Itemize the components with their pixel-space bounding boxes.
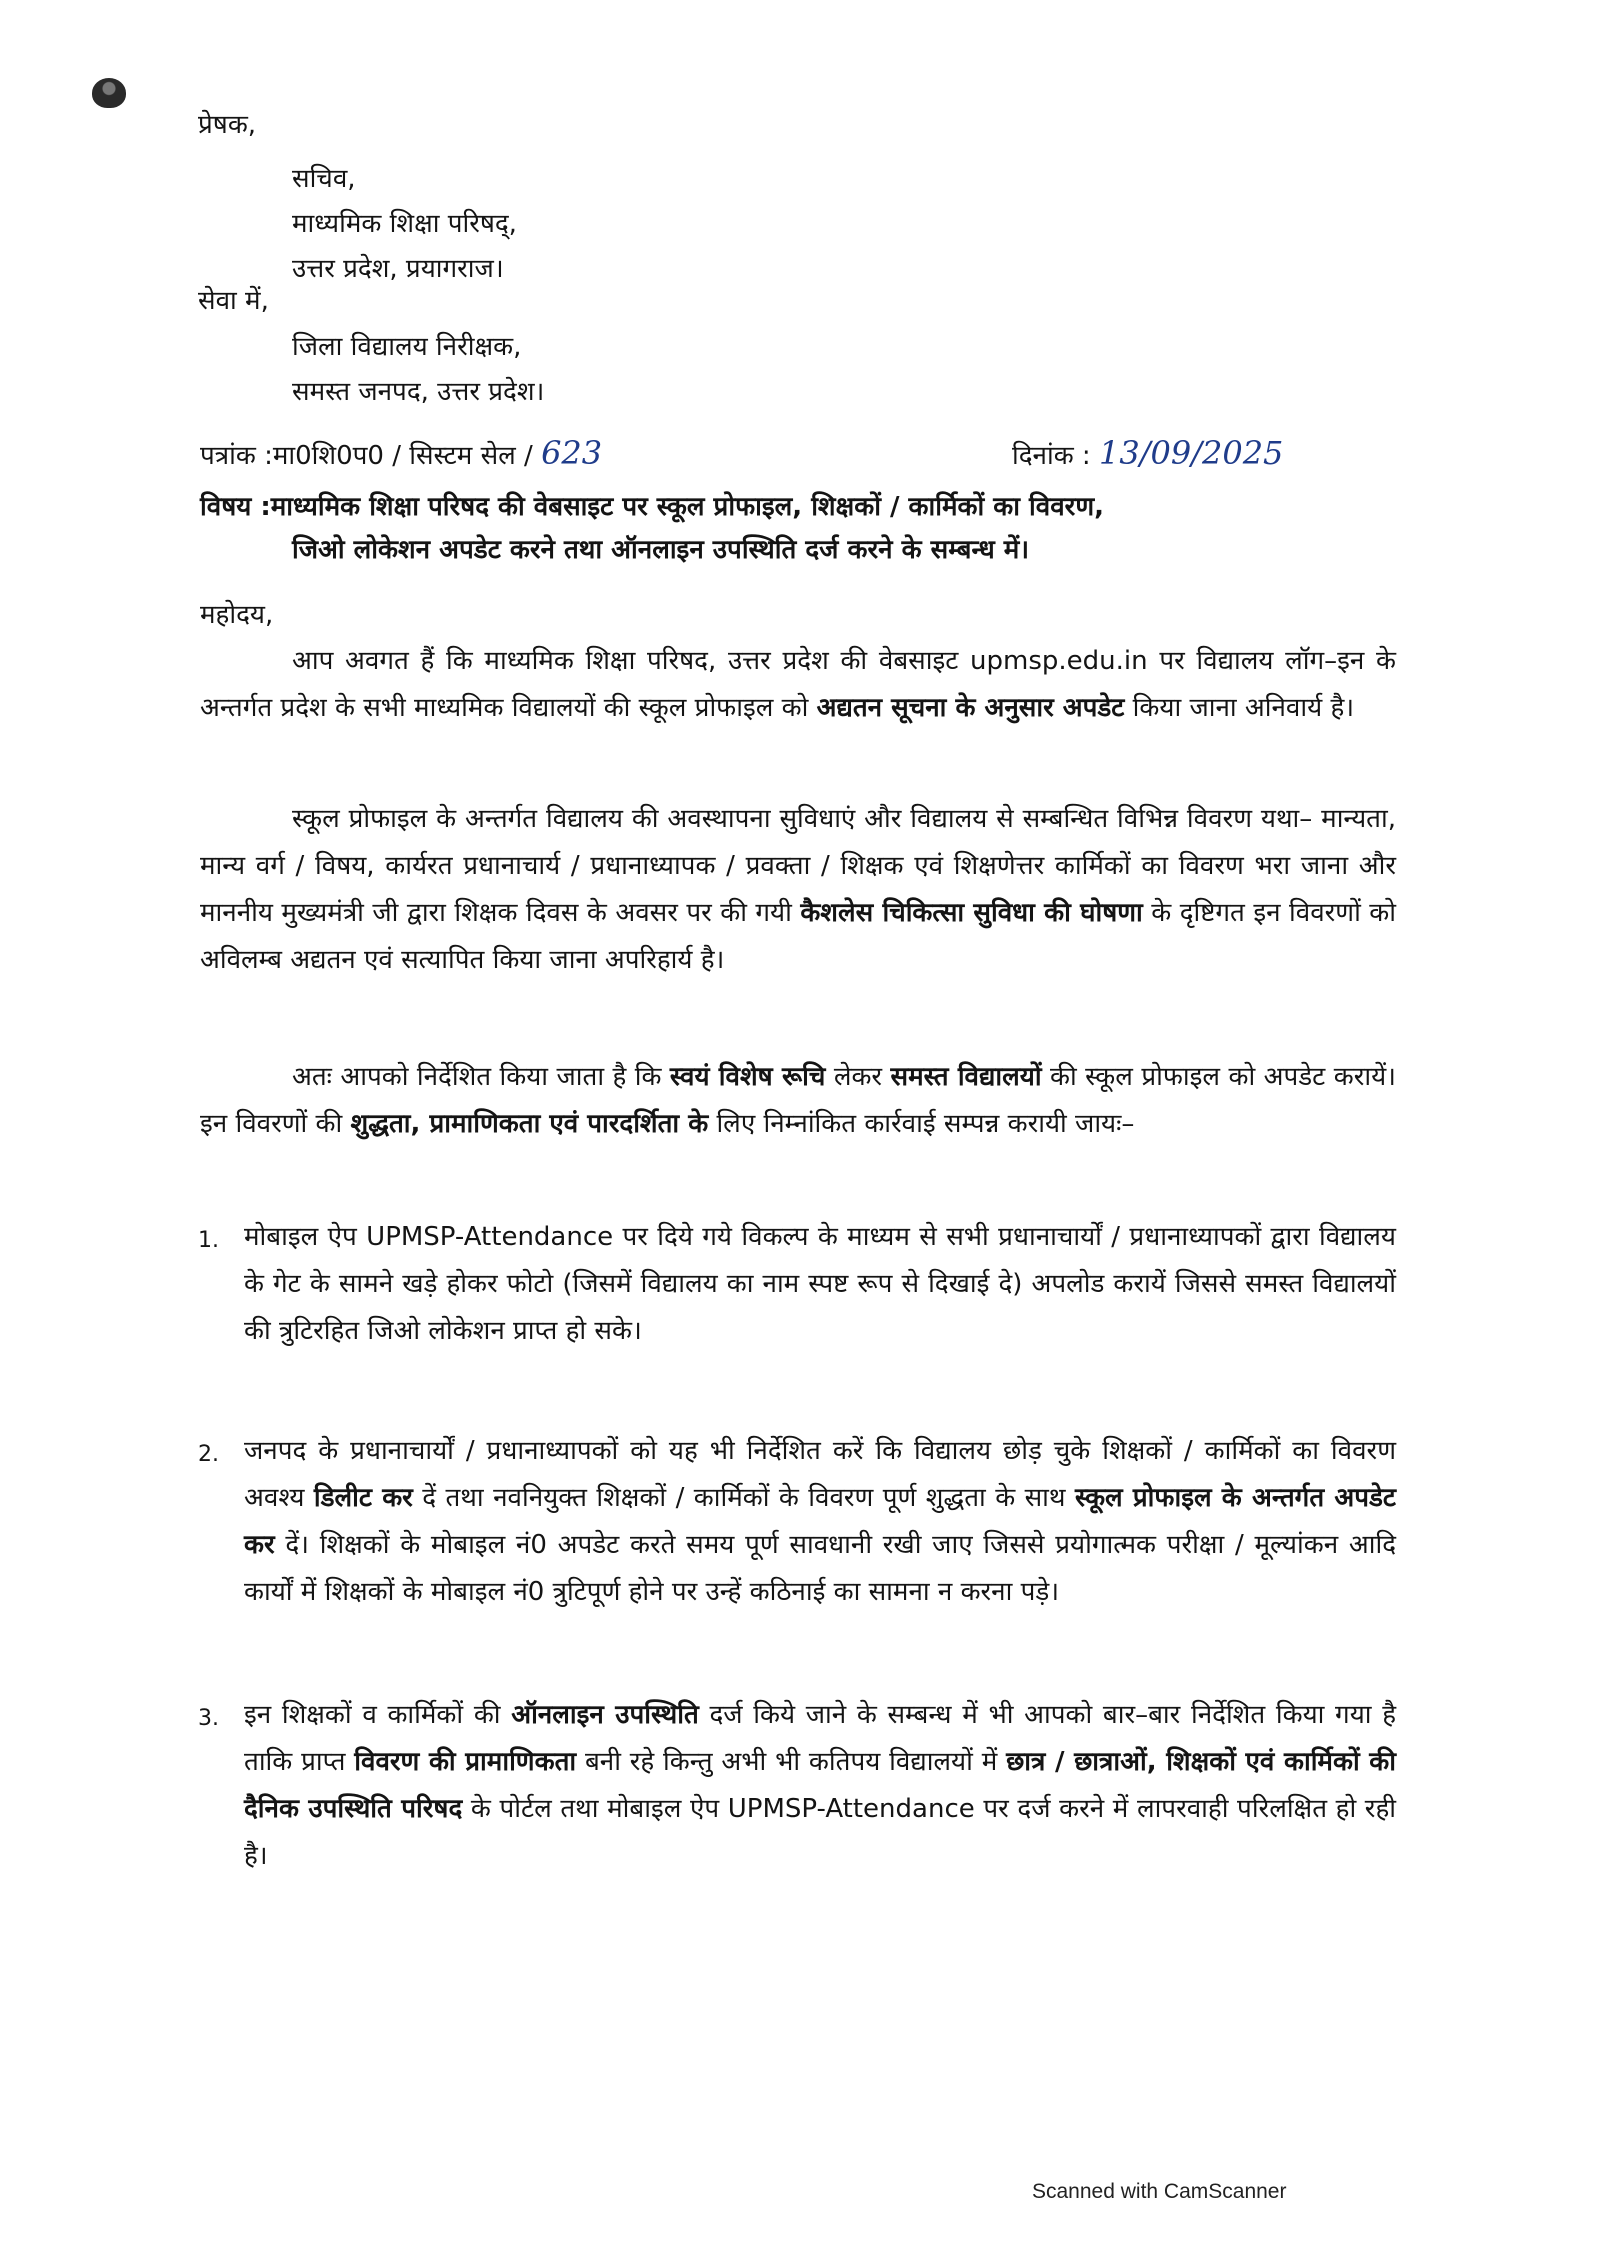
sender-line: उत्तर प्रदेश, प्रयागराज। xyxy=(292,254,504,284)
camscanner-watermark: Scanned with CamScanner xyxy=(1032,2180,1287,2203)
paragraph-text: किया जाना अनिवार्य है। xyxy=(1124,693,1355,723)
paragraph-text: के दृष्टिगत इन विवरणों को अविलम्ब अद्यतन एवं सत्यापित किया जाना अपरिहार्य है। xyxy=(200,898,1396,975)
paragraph-bold-text: शुद्धता, प्रामाणिकता एवं पारदर्शिता के xyxy=(350,1109,709,1139)
list-item-bold-text: स्कूल प्रोफाइल के अन्तर्गत अपडेट कर xyxy=(244,1483,1397,1560)
paragraph-text: स्कूल प्रोफाइल के अन्तर्गत विद्यालय की अवस्थापना सुविधाएं और विद्यालय से सम्बन्धित विभिन्न विवरण यथा– मान्यता, मान्य वर्ग / विषय, कार्यरत प्रधानाचार्य / प्रधानाध्यापक / प्रवक्ता / शिक्षक एवं शिक्षणेत्तर कार्मिकों का विवरण भरा जाना और माननीय मुख्यमंत्री जी द्वारा शिक्षक दिवस के अवसर पर की गयी xyxy=(200,804,1396,928)
sender-line: माध्यमिक शिक्षा परिषद्, xyxy=(292,209,517,239)
paragraph-bold-text: अद्यतन सूचना के अनुसार अपडेट xyxy=(816,693,1125,723)
list-item xyxy=(244,1692,1396,1880)
list-item-bold-text: छात्र / छात्राओं, शिक्षकों एवं कार्मिकों की दैनिक उपस्थिति परिषद xyxy=(244,1747,1396,1824)
paragraph-2 xyxy=(200,796,1396,984)
paragraph-text: लिए निम्नांकित कार्रवाई सम्पन्न करायी जायः– xyxy=(708,1109,1135,1139)
date-label: दिनांक : xyxy=(1012,441,1091,471)
paragraph-text: अतः आपको निर्देशित किया जाता है कि xyxy=(292,1062,670,1092)
paragraph-bold-text: स्वयं विशेष रूचि xyxy=(669,1062,826,1092)
reference-number xyxy=(200,436,602,473)
subject-line-2: जिओ लोकेशन अपडेट करने तथा ऑनलाइन उपस्थिति दर्ज करने के सम्बन्ध में। xyxy=(292,535,1030,565)
subject-line-1 xyxy=(200,490,1104,524)
list-item-text: दें तथा नवनियुक्त शिक्षकों / कार्मिकों के विवरण पूर्ण शुद्धता के साथ xyxy=(412,1483,1075,1513)
subject-text: माध्यमिक शिक्षा परिषद की वेबसाइट पर स्कूल प्रोफाइल, शिक्षकों / कार्मिकों का विवरण, xyxy=(270,492,1104,522)
date-handwritten-value: 13/09/2025 xyxy=(1098,434,1284,472)
recipient-line: जिला विद्यालय निरीक्षक, xyxy=(292,332,522,362)
sender-label: प्रेषक, xyxy=(198,110,257,140)
punch-hole-icon xyxy=(92,78,126,108)
paragraph-1 xyxy=(200,638,1396,732)
recipient-label: सेवा में, xyxy=(198,286,269,316)
list-item xyxy=(244,1428,1396,1616)
list-item-text: के पोर्टल तथा मोबाइल ऐप UPMSP-Attendance पर दर्ज करने में लापरवाही परिलक्षित हो रही है। xyxy=(244,1794,1396,1871)
list-item xyxy=(244,1214,1396,1355)
paragraph-text: लेकर xyxy=(825,1062,891,1092)
list-item-text: बनी रहे किन्तु अभी भी कतिपय विद्यालयों में xyxy=(576,1747,1007,1777)
list-item-text: इन शिक्षकों व कार्मिकों की xyxy=(244,1700,512,1730)
paragraph-3 xyxy=(200,1054,1396,1148)
list-item-text: दर्ज किये जाने के सम्बन्ध में भी आपको बार–बार निर्देशित किया गया है ताकि प्राप्त xyxy=(244,1700,1396,1777)
list-item-number: 1. xyxy=(198,1228,219,1253)
paragraph-bold-text: कैशलेस चिकित्सा सुविधा की घोषणा xyxy=(800,898,1143,928)
patrank-label: पत्रांक :मा0शि0प0 / सिस्टम सेल / xyxy=(200,441,533,471)
list-item-number: 2. xyxy=(198,1442,219,1467)
list-item-text: दें। शिक्षकों के मोबाइल नं0 अपडेट करते समय पूर्ण सावधानी रखी जाए जिससे प्रयोगात्मक परीक्षा / मूल्यांकन आदि कार्यों में शिक्षकों के मोबाइल नं0 त्रुटिपूर्ण होने पर उन्हें कठिनाई का सामना न करना पड़े। xyxy=(244,1530,1396,1607)
paragraph-text: की स्कूल प्रोफाइल को अपडेट करायें। इन विवरणों की xyxy=(200,1062,1396,1139)
recipient-line: समस्त जनपद, उत्तर प्रदेश। xyxy=(292,377,545,407)
sender-line: सचिव, xyxy=(292,164,356,194)
reference-date xyxy=(1012,436,1283,473)
paragraph-text: आप अवगत हैं कि माध्यमिक शिक्षा परिषद, उत्तर प्रदेश की वेबसाइट upmsp.edu.in पर विद्यालय लॉग–इन के अन्तर्गत प्रदेश के सभी माध्यमिक विद्यालयों की स्कूल प्रोफाइल को xyxy=(200,646,1396,723)
paragraph-bold-text: समस्त विद्यालयों xyxy=(890,1062,1042,1092)
subject-label: विषय : xyxy=(200,492,271,522)
patrank-handwritten-number: 623 xyxy=(541,434,603,472)
salutation: महोदय, xyxy=(200,600,274,630)
list-item-text: मोबाइल ऐप UPMSP-Attendance पर दिये गये विकल्प के माध्यम से सभी प्रधानाचार्यों / प्रधानाध्यापकों द्वारा विद्यालय के गेट के सामने खड़े होकर फोटो (जिसमें विद्यालय का नाम स्पष्ट रूप से दिखाई दे) अपलोड करायें जिससे समस्त विद्यालयों की त्रुटिरहित जिओ लोकेशन प्राप्त हो सके। xyxy=(244,1222,1396,1346)
list-item-bold-text: विवरण की प्रामाणिकता xyxy=(354,1747,577,1777)
list-item-bold-text: डिलीट कर xyxy=(313,1483,413,1513)
list-item-bold-text: ऑनलाइन उपस्थिति xyxy=(511,1700,699,1730)
list-item-text: जनपद के प्रधानाचार्यों / प्रधानाध्यापकों को यह भी निर्देशित करें कि विद्यालय छोड़ चुके शिक्षकों / कार्मिकों का विवरण अवश्य xyxy=(244,1436,1396,1513)
list-item-number: 3. xyxy=(198,1706,219,1731)
